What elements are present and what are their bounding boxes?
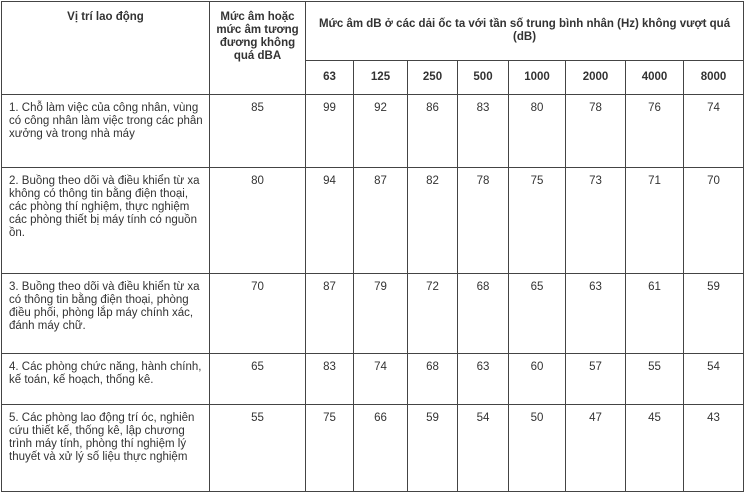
row-value: 86: [408, 95, 458, 168]
row-position: 2. Buồng theo dõi và điều khiển từ xa không có thông tin bằng điện thoại, các phòng thí nghiệm, thực nghiệm các phòng thiết bị máy tính có nguồn ồn.: [2, 168, 210, 274]
freq-500: 500: [458, 61, 509, 95]
row-position: 3. Buồng theo dõi và điều khiển từ xa có thông tin bằng điện thoại, phòng điều phối, phòng lắp máy chính xác, đánh máy chữ.: [2, 274, 210, 354]
freq-1000: 1000: [509, 61, 566, 95]
row-dba: 55: [210, 405, 306, 492]
row-value: 55: [626, 354, 684, 405]
row-value: 72: [408, 274, 458, 354]
row-value: 68: [458, 274, 509, 354]
row-value: 78: [458, 168, 509, 274]
row-value: 83: [306, 354, 354, 405]
row-value: 61: [626, 274, 684, 354]
table-row: [2, 95, 744, 168]
row-value: 74: [684, 95, 744, 168]
row-value: 57: [566, 354, 626, 405]
row-value: 54: [458, 405, 509, 492]
row-value: 43: [684, 405, 744, 492]
row-value: 78: [566, 95, 626, 168]
header-row: [2, 2, 744, 61]
row-value: 99: [306, 95, 354, 168]
row-value: 92: [354, 95, 408, 168]
row-value: 60: [509, 354, 566, 405]
row-value: 75: [509, 168, 566, 274]
row-value: 75: [306, 405, 354, 492]
freq-2000: 2000: [566, 61, 626, 95]
row-value: 63: [458, 354, 509, 405]
header-level-frequency: Mức âm dB ở các dải ốc ta với tần số trung bình nhân (Hz) không vượt quá (dB): [306, 2, 744, 61]
row-position: 5. Các phòng lao động trí óc, nghiên cứu thiết kế, thống kê, lập chương trình máy tính, phòng thí nghiệm lý thuyết và xử lý số liệu thực nghiệm: [2, 405, 210, 492]
row-dba: 85: [210, 95, 306, 168]
row-value: 45: [626, 405, 684, 492]
header-level-dba: Mức âm hoặc mức âm tương đương không quá dBA: [210, 2, 306, 95]
row-value: 59: [408, 405, 458, 492]
row-value: 80: [509, 95, 566, 168]
table-row: [2, 274, 744, 354]
row-value: 68: [408, 354, 458, 405]
header-position: Vị trí lao động: [2, 2, 210, 95]
row-value: 79: [354, 274, 408, 354]
freq-8000: 8000: [684, 61, 744, 95]
row-dba: 65: [210, 354, 306, 405]
row-value: 70: [684, 168, 744, 274]
row-dba: 70: [210, 274, 306, 354]
row-value: 87: [354, 168, 408, 274]
row-value: 59: [684, 274, 744, 354]
row-position: 1. Chỗ làm việc của công nhân, vùng có công nhân làm việc trong các phân xưởng và trong nhà máy: [2, 95, 210, 168]
row-value: 47: [566, 405, 626, 492]
row-value: 66: [354, 405, 408, 492]
row-value: 76: [626, 95, 684, 168]
row-value: 50: [509, 405, 566, 492]
row-value: 82: [408, 168, 458, 274]
row-value: 71: [626, 168, 684, 274]
freq-63: 63: [306, 61, 354, 95]
row-value: 94: [306, 168, 354, 274]
freq-4000: 4000: [626, 61, 684, 95]
row-value: 74: [354, 354, 408, 405]
row-value: 73: [566, 168, 626, 274]
row-position: 4. Các phòng chức năng, hành chính, kế toán, kế hoạch, thống kê.: [2, 354, 210, 405]
row-value: 63: [566, 274, 626, 354]
freq-250: 250: [408, 61, 458, 95]
table-row: [2, 168, 744, 274]
noise-limit-table: [1, 1, 744, 492]
row-value: 65: [509, 274, 566, 354]
row-dba: 80: [210, 168, 306, 274]
freq-125: 125: [354, 61, 408, 95]
row-value: 87: [306, 274, 354, 354]
row-value: 54: [684, 354, 744, 405]
table-row: [2, 354, 744, 405]
table-row: [2, 405, 744, 492]
row-value: 83: [458, 95, 509, 168]
